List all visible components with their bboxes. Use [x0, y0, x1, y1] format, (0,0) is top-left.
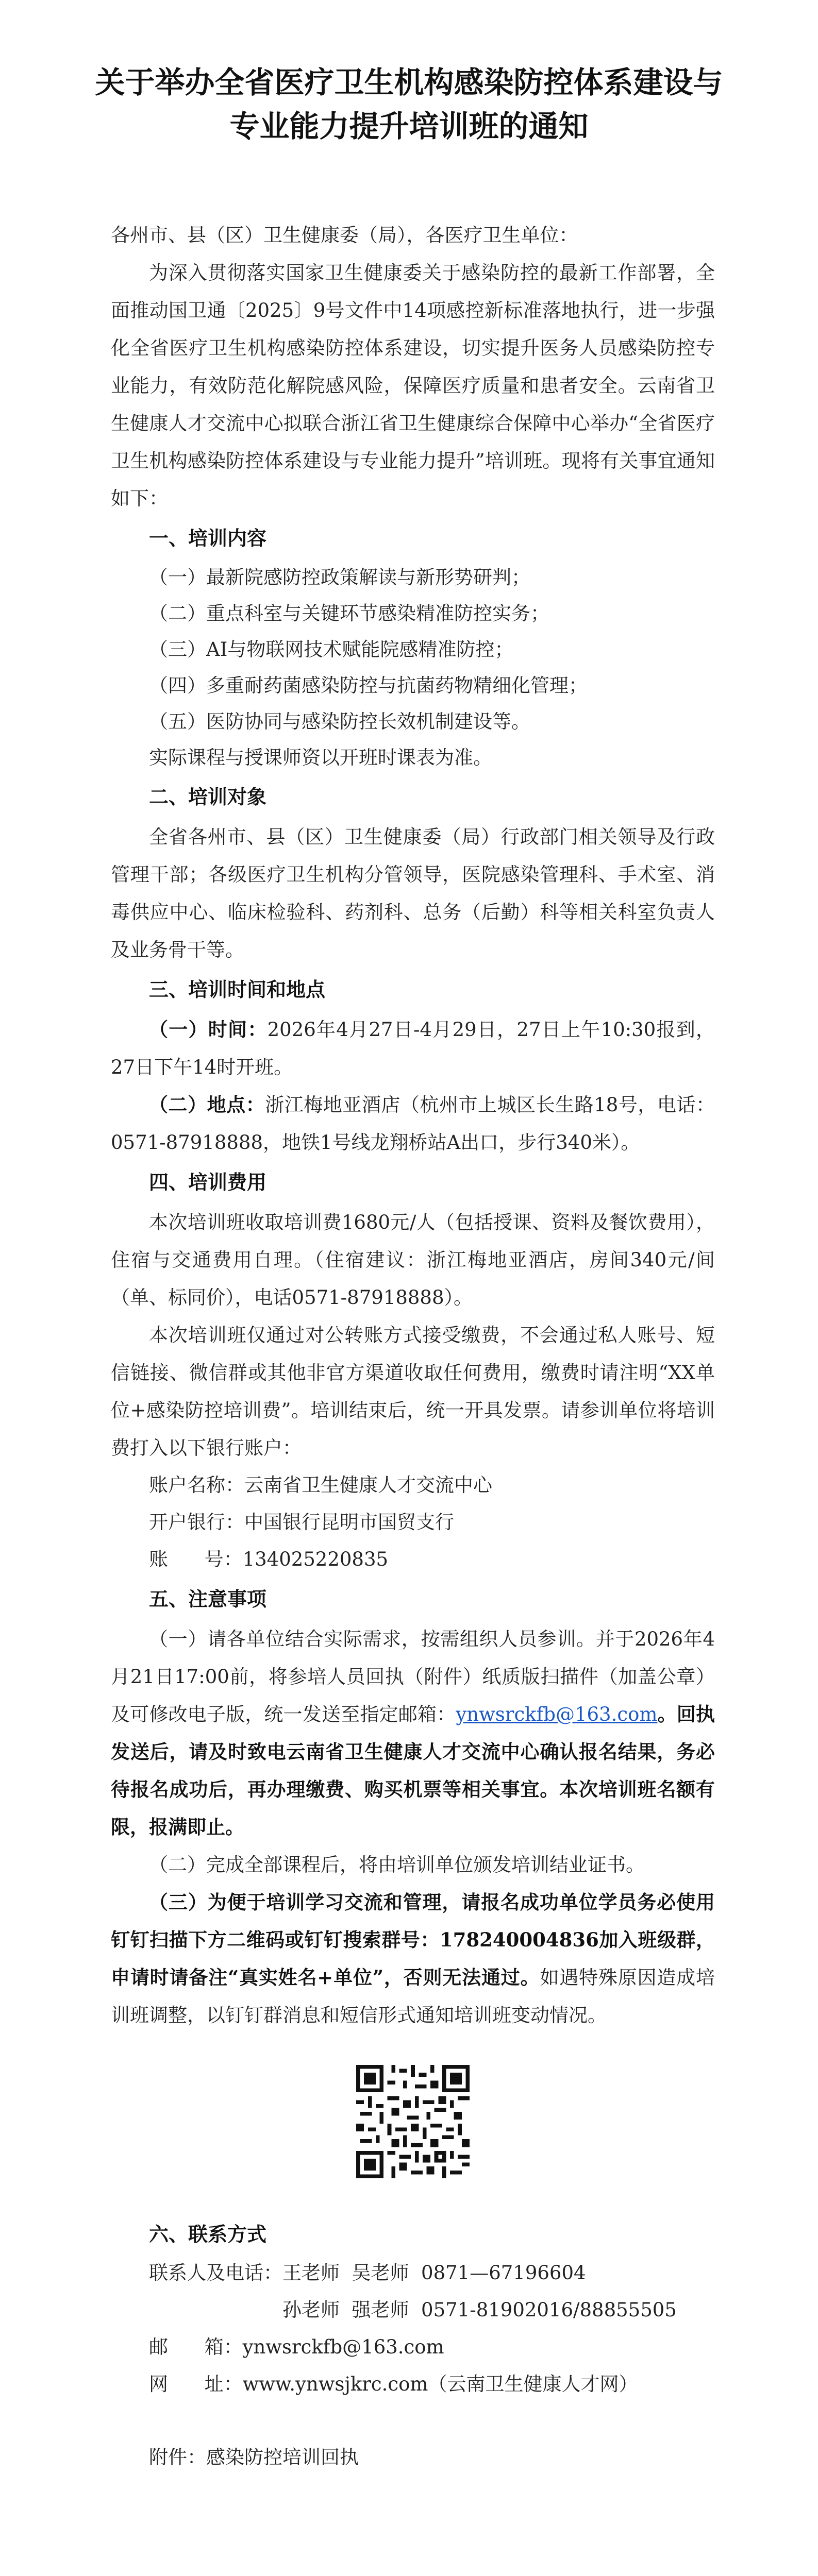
notice-title-line1: 关于举办全省医疗卫生机构感染防控体系建设与 — [95, 65, 723, 100]
contact-web-row — [111, 2366, 715, 2403]
qr-container — [111, 2065, 715, 2178]
dingtalk-qr-code[interactable] — [356, 2065, 470, 2178]
notice-item-3-bold: （三）为便于培训学习交流和管理，请报名成功单位学员务必使用钉钉扫描下方二维码或钉钉搜索群号：178240004836加入班级群，申请时请备注“真实姓名+单位”，否则无法通过。 — [111, 1891, 715, 1989]
section-1-item: （一）最新院感防控政策解读与新形势研判； — [149, 566, 530, 588]
time-label: （一）时间： — [149, 1018, 268, 1041]
notice-item-3 — [111, 1884, 715, 2034]
section-5-heading: 五、注意事项 — [149, 1588, 267, 1611]
section-1-item: （三）AI与物联网技术赋能院感精准防控； — [149, 638, 514, 660]
contact-2: 孙老师 强老师 0571-81902016/88855505 — [282, 2299, 677, 2321]
section-1-note: 实际课程与授课师资以开班时课表为准。 — [149, 747, 492, 769]
attachment-link[interactable]: 附件：感染防控培训回执 — [149, 2446, 359, 2468]
salutation: 各州市、县（区）卫生健康委（局），各医疗卫生单位： — [111, 224, 578, 246]
email-link[interactable]: ynwsrckfb@163.com — [456, 1703, 658, 1725]
contact-email[interactable]: ynwsrckfb@163.com — [242, 2336, 444, 2358]
intro-paragraph: 为深入贯彻落实国家卫生健康委关于感染防控的最新工作部署，全面推动国卫通〔2025〕9号文件中14项感控新标准落地执行，进一步强化全省医疗卫生机构感染防控体系建设，切实提升医务人员感染防控专业能力，有效防范化解院感风险，保障医疗质量和患者安全。云南省卫生健康人才交流中心拟联合浙江省卫生健康综合保障中心举办“全省医疗卫生机构感染防控体系建设与专业能力提升”培训班。现将有关事宜通知如下： — [111, 262, 715, 510]
account-number: 账 号：134025220835 — [149, 1548, 389, 1570]
notice-body — [111, 216, 715, 2476]
section-3-heading: 三、培训时间和地点 — [149, 978, 326, 1001]
notice-item-3-text: 如遇特殊原因造成培训班调整，以钉钉群消息和短信形式通知培训班变动情况。 — [111, 1967, 715, 2026]
place-label: （二）地点： — [149, 1093, 265, 1116]
training-place — [111, 1086, 715, 1161]
section-2-text: 全省各州市、县（区）卫生健康委（局）行政部门相关领导及行政管理干部；各级医疗卫生机构分管领导，医院感染管理科、手术室、消毒供应中心、临床检验科、药剂科、总务（后勤）科等相关科室负责人及业务骨干等。 — [111, 826, 715, 961]
contact-website[interactable]: www.ynwsjkrc.com（云南卫生健康人才网） — [242, 2373, 638, 2395]
fee-paragraph: 本次培训班收取培训费1680元/人（包括授课、资料及餐饮费用），住宿与交通费用自理。（住宿建议：浙江梅地亚酒店，房间340元/间（单、标同价），电话0571-87918888）。 — [111, 1211, 715, 1309]
notice-item-2: （二）完成全部课程后，将由培训单位颁发培训结业证书。 — [149, 1854, 645, 1876]
place-text: 浙江梅地亚酒店（杭州市上城区长生路18号，电话：0571-87918888，地铁1号线龙翔桥站A出口，步行340米）。 — [111, 1094, 715, 1154]
section-2-heading: 二、培训对象 — [149, 786, 267, 808]
training-time — [111, 1011, 715, 1086]
account-bank: 开户银行：中国银行昆明市国贸支行 — [149, 1511, 454, 1533]
section-1-heading: 一、培训内容 — [149, 527, 267, 550]
time-text: 2026年4月27日-4月29日，27日上午10:30报到，27日下午14时开班。 — [111, 1019, 715, 1078]
section-1-item: （二）重点科室与关键环节感染精准防控实务； — [149, 602, 549, 624]
notice-item-1-bold: 。回执发送后，请及时致电云南省卫生健康人才交流中心确认报名结果，务必待报名成功后，再办理缴费、购买机票等相关事宜。本次培训班名额有限，报满即止。 — [111, 1703, 715, 1838]
contact-row-2 — [111, 2292, 715, 2329]
contact-1: 王老师 吴老师 0871—67196604 — [282, 2262, 586, 2284]
notice-item-1 — [111, 1620, 715, 1846]
section-1-item: （五）医防协同与感染防控长效机制建设等。 — [149, 710, 530, 733]
notice-title-line2: 专业能力提升培训班的通知 — [229, 109, 589, 144]
notice-item-1-text: （一）请各单位结合实际需求，按需组织人员参训。并于2026年4月21日17:00前，将参培人员回执（附件）纸质版扫描件（加盖公章）及可修改电子版，统一发送至指定邮箱： — [111, 1628, 715, 1725]
email-label: 邮 箱： — [149, 2336, 243, 2358]
account-name: 账户名称：云南省卫生健康人才交流中心 — [149, 1474, 492, 1496]
section-6-heading: 六、联系方式 — [149, 2223, 267, 2246]
section-1-item: （四）多重耐药菌感染防控与抗菌药物精细化管理； — [149, 674, 588, 697]
web-label: 网 址： — [149, 2373, 243, 2395]
contact-email-row — [111, 2329, 715, 2366]
contact-row-1 — [111, 2255, 715, 2292]
contact-label: 联系人及电话： — [149, 2262, 282, 2284]
payment-paragraph: 本次培训班仅通过对公转账方式接受缴费，不会通过私人账号、短信链接、微信群或其他非官方渠道收取任何费用，缴费时请注明“XX单位+感染防控培训费”。培训结束后，统一开具发票。请参训单位将培训费打入以下银行账户： — [111, 1324, 715, 1459]
section-4-heading: 四、培训费用 — [149, 1171, 267, 1194]
